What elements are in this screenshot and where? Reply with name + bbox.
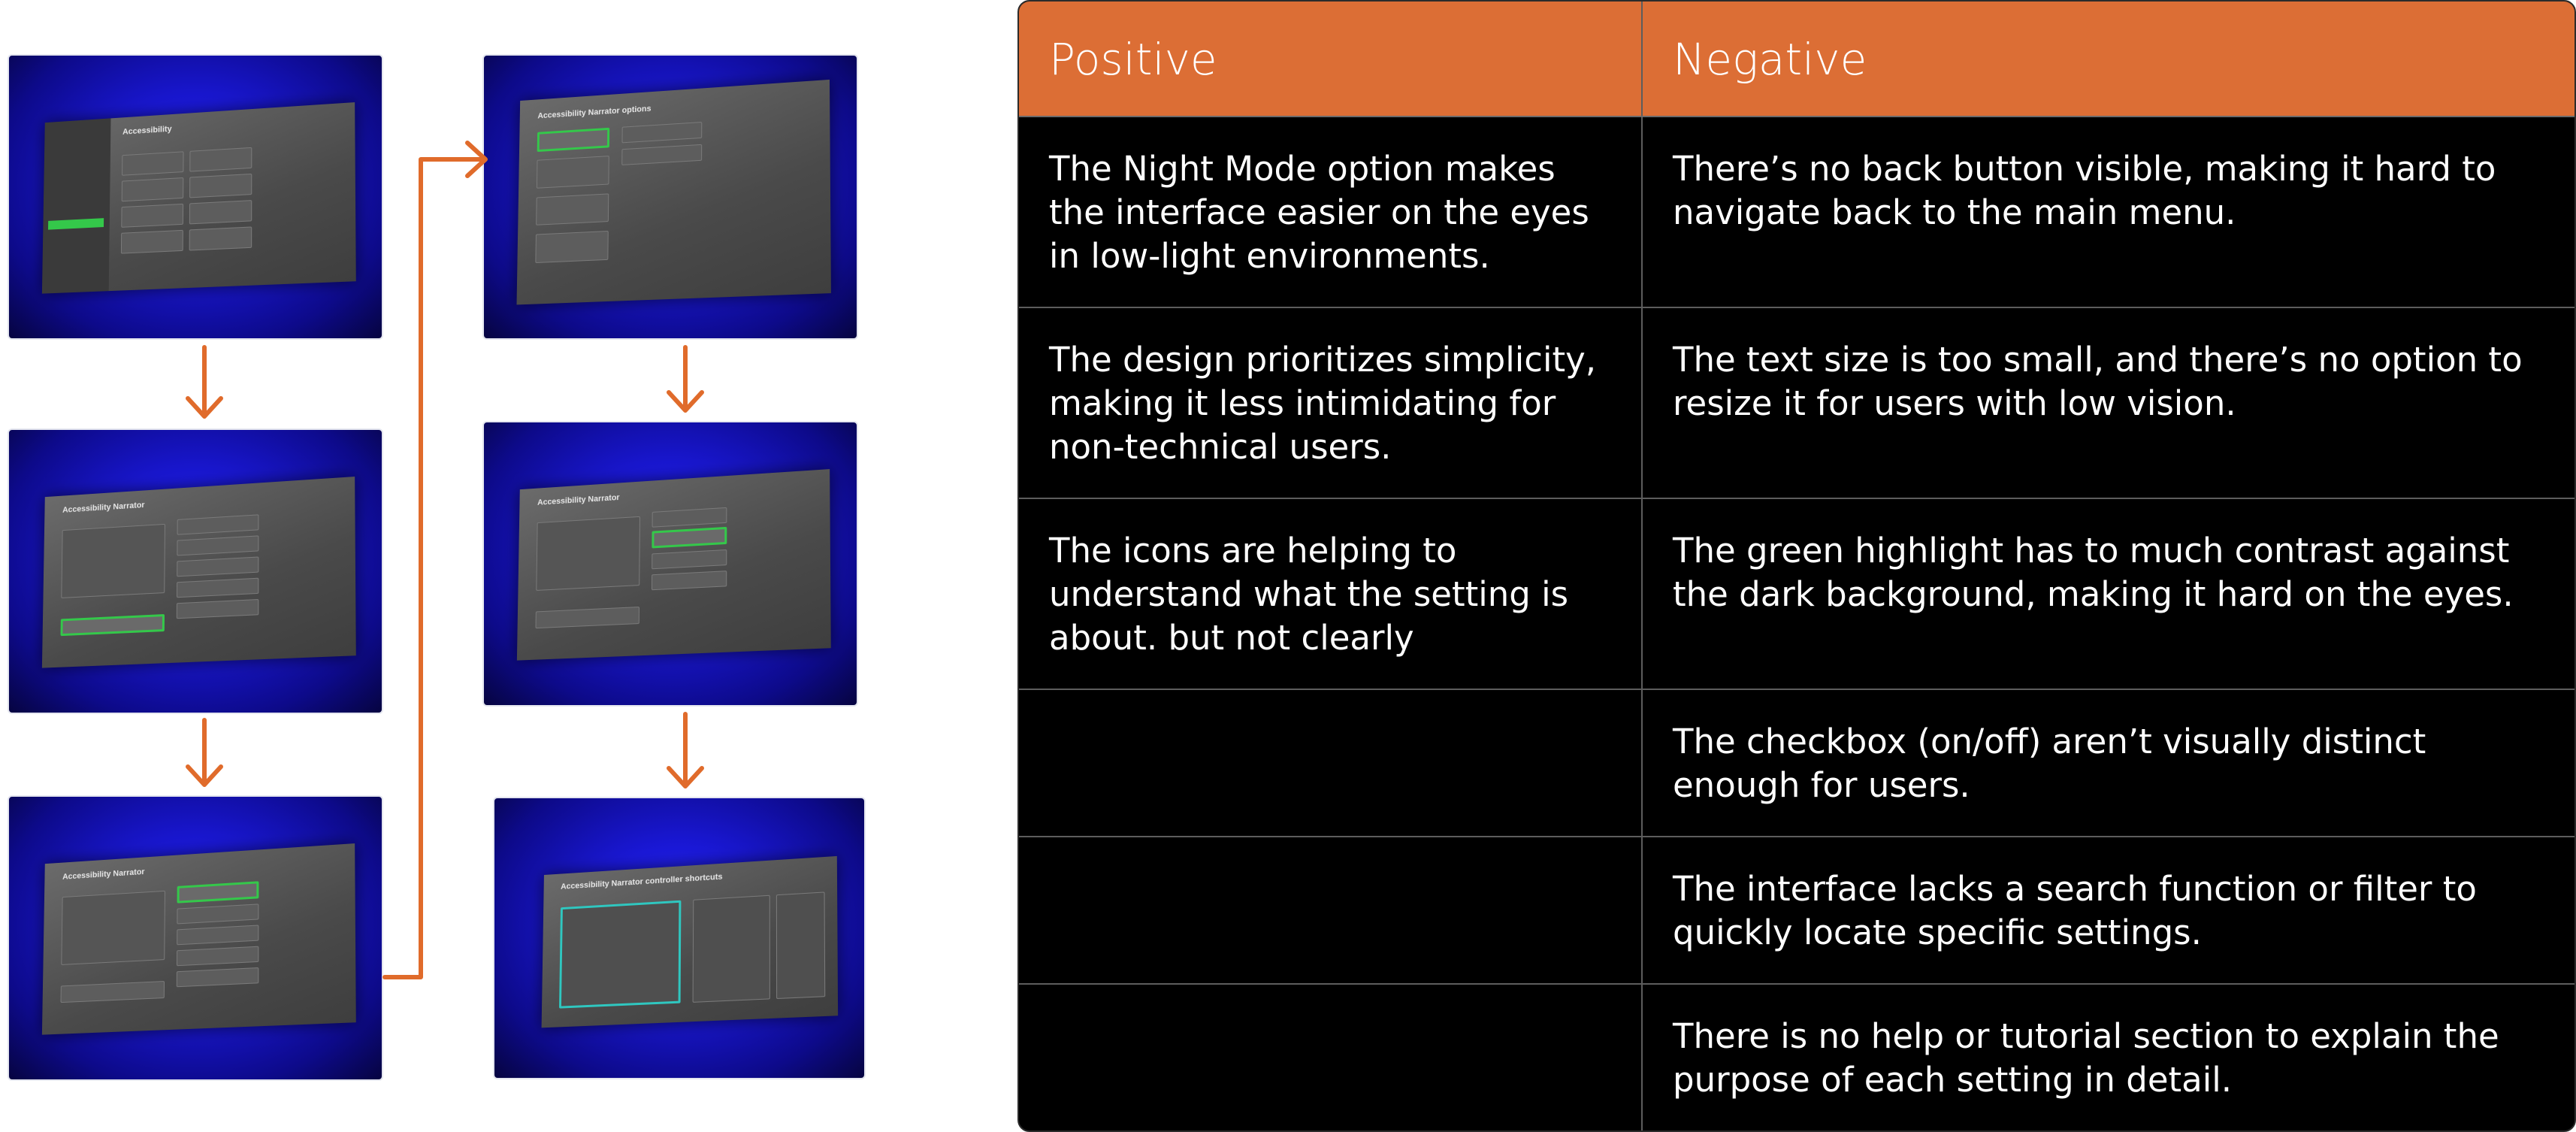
positive-cell [1019,690,1641,720]
positive-cell [1019,837,1641,867]
column-divider [1641,2,1643,116]
negative-cell: The green highlight has to much contrast against the dark background, making it hard on the eyes. [1673,531,2514,614]
positive-cell: The Night Mode option makes the interface easier on the eyes in low-light environments. [1049,149,1589,276]
negative-cell: The text size is too small, and there’s no option to resize it for users with low vision. [1673,340,2523,423]
screen-flow [0,0,902,1132]
screen-title: Accessibility Narrator options [537,104,652,121]
table-row [1019,308,2574,499]
table-header [1019,2,2574,117]
screen-title: Accessibility Narrator controller shortcuts [561,873,723,892]
positive-cell: The icons are helping to understand what the setting is about. but not clearly [1049,531,1569,658]
screen-title: Accessibility Narrator [62,501,145,515]
arrow-connector [385,159,484,977]
negative-cell: The interface lacks a search function or filter to quickly locate specific settings. [1673,869,2477,952]
table-row [1019,690,2574,837]
flow-arrows [0,0,902,1132]
negative-cell: There’s no back button visible, making it hard to navigate back to the main menu. [1673,149,2496,232]
table-row [1019,499,2574,690]
feedback-table [1017,0,2576,1132]
screen-title: Accessibility Narrator [62,867,145,882]
positive-cell: The design prioritizes simplicity, making it less intimidating for non-technical users. [1049,340,1597,467]
negative-cell: The checkbox (on/off) aren’t visually distinct enough for users. [1673,722,2426,805]
header-positive: Positive [1049,34,1217,85]
screen-title: Accessibility [122,124,172,137]
table-row [1019,985,2574,1132]
table-row [1019,117,2574,308]
positive-cell [1019,985,1641,1015]
negative-cell: There is no help or tutorial section to explain the purpose of each setting in detail. [1673,1016,2499,1100]
header-negative: Negative [1673,34,1867,85]
table-row [1019,837,2574,985]
screen-title: Accessibility Narrator [537,493,620,507]
